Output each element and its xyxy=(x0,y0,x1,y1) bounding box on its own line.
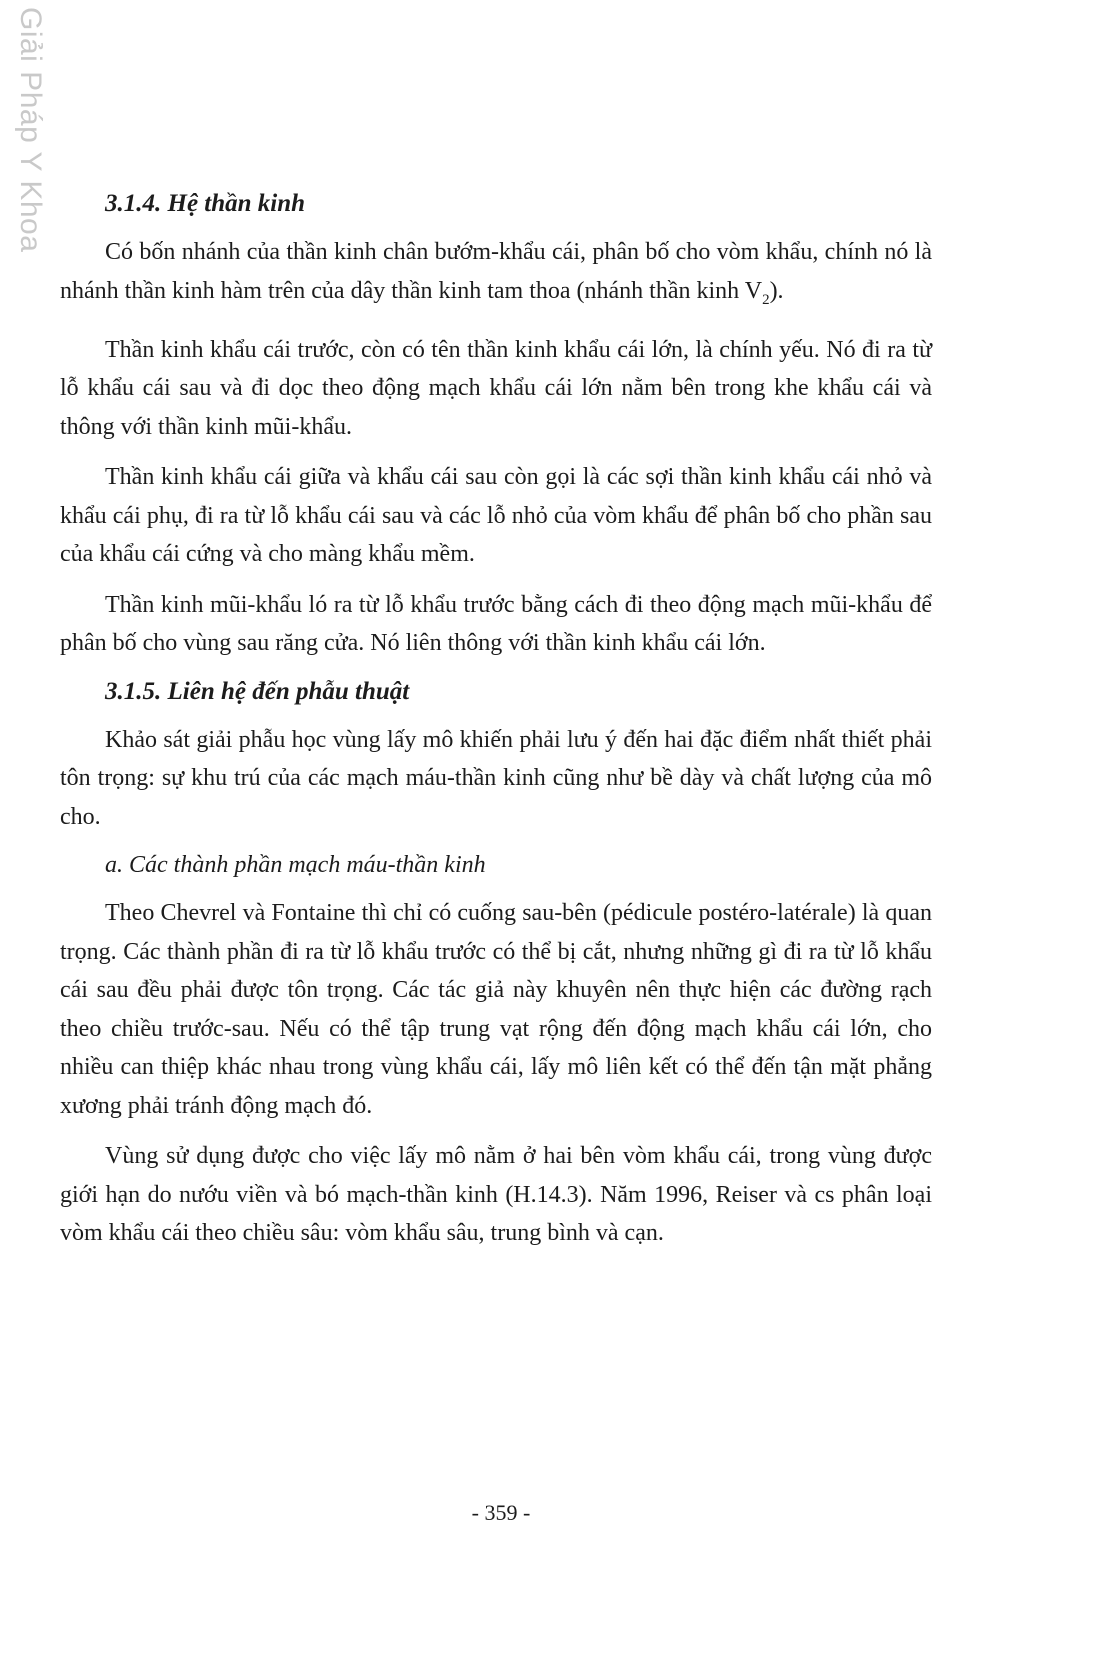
page-body xyxy=(60,185,932,1253)
section-heading-3-1-4: 3.1.4. Hệ thần kinh xyxy=(105,190,306,217)
paragraph-nasopalatine-nerve: Thần kinh mũi-khẩu ló ra từ lỗ khẩu trước bằng cách đi theo động mạch mũi-khẩu để phân bố cho vùng sau răng cửa. Nó liên thông với thần kinh khẩu cái lớn. xyxy=(60,591,932,657)
paragraph-middle-posterior-palatine-nerve: Thần kinh khẩu cái giữa và khẩu cái sau còn gọi là các sợi thần kinh khẩu cái nhỏ và khẩu cái phụ, đi ra từ lỗ khẩu cái sau và các lỗ nhỏ của vòm khẩu để phân bố cho phần sau của khẩu cái cứng và cho màng khẩu mềm. xyxy=(60,464,932,568)
paragraph-anterior-palatine-nerve: Thần kinh khẩu cái trước, còn có tên thần kinh khẩu cái lớn, là chính yếu. Nó đi ra từ lỗ khẩu cái sau và đi dọc theo động mạch khẩu cái lớn nằm bên trong khe khẩu cái và thông với thần kinh mũi-khẩu. xyxy=(60,336,932,440)
paragraph-surgical-survey: Khảo sát giải phẫu học vùng lấy mô khiến phải lưu ý đến hai đặc điểm nhất thiết phải tôn trọng: sự khu trú của các mạch máu-thần kinh cũng như bề dày và chất lượng của mô cho. xyxy=(60,726,932,830)
paragraph-donor-area: Vùng sử dụng được cho việc lấy mô nằm ở hai bên vòm khẩu cái, trong vùng được giới hạn do nướu viền và bó mạch-thần kinh (H.14.3). Năm 1996, Reiser và cs phân loại vòm khẩu cái theo chiều sâu: vòm khẩu sâu, trung bình và cạn. xyxy=(60,1143,932,1247)
watermark: Giải Pháp Y Khoa xyxy=(14,7,47,253)
paragraph-nerve-branches xyxy=(60,233,932,319)
page-number: - 359 - xyxy=(471,1500,531,1525)
paragraph-chevrel-fontaine: Theo Chevrel và Fontaine thì chỉ có cuống sau-bên (pédicule postéro-latérale) là quan trọng. Các thành phần đi ra từ lỗ khẩu trước có thể bị cắt, nhưng những gì đi ra từ lỗ khẩu cái sau đều phải được tôn trọng. Các tác giả này khuyên nên thực hiện các đường rạch theo chiều trước-sau. Nếu có thể tập trung vạt rộng đến động mạch khẩu cái lớn, cho nhiều can thiệp khác nhau trong vùng khẩu cái, lấy mô liên kết có thể đến tận mặt phẳng xương phải tránh động mạch đó. xyxy=(60,900,932,1119)
paragraph-nerve-branches-text: Có bốn nhánh của thần kinh chân bướm-khẩu cái, phân bố cho vòm khẩu, chính nó là nhánh thần kinh hàm trên của dây thần kinh tam thoa (nhánh thần kinh V xyxy=(60,239,932,304)
subheading-neurovascular: a. Các thành phần mạch máu-thần kinh xyxy=(105,852,486,879)
paragraph-nerve-branches-end: ). xyxy=(769,277,784,304)
section-heading-3-1-5: 3.1.5. Liên hệ đến phẫu thuật xyxy=(105,677,410,705)
subscript-two: 2 xyxy=(762,291,770,308)
